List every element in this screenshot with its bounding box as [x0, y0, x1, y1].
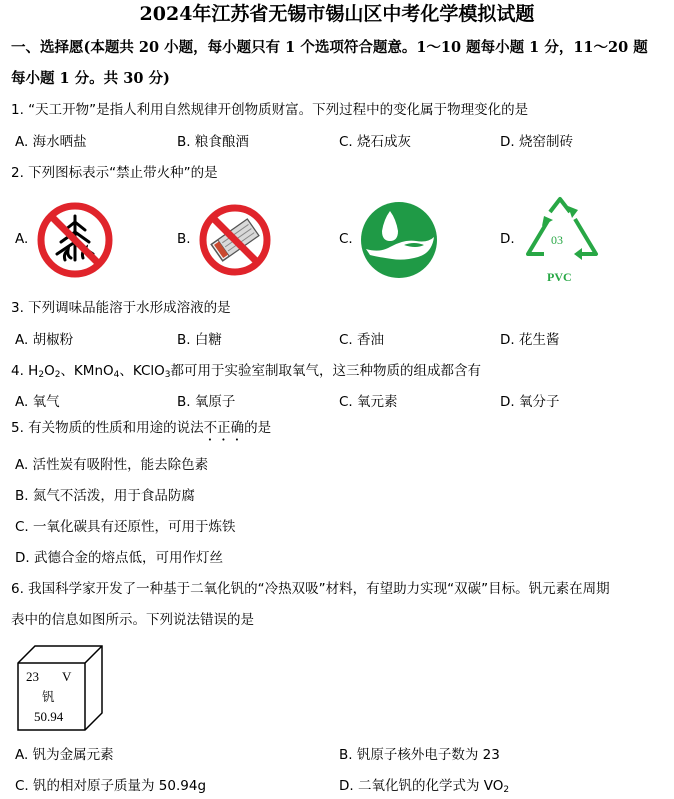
q3-option-a[interactable]: A. 胡椒粉	[15, 332, 74, 348]
q2-option-c-letter[interactable]: C.	[339, 231, 353, 247]
q2-option-b-letter[interactable]: B.	[177, 231, 191, 247]
q6-option-c[interactable]: C. 钒的相对原子质量为 50.94g	[15, 778, 207, 794]
q2-option-d-letter[interactable]: D.	[500, 231, 515, 247]
question-1-text: 1. “天工开物”是指人利用自然规律开创物质财富。下列过程中的变化属于物理变化的是	[11, 102, 529, 118]
q1-option-a[interactable]: A. 海水晒盐	[15, 134, 87, 150]
q5-option-d[interactable]: D. 武德合金的熔点低，可用作灯丝	[15, 550, 223, 566]
q1-option-c[interactable]: C. 烧石成灰	[339, 134, 412, 150]
element-atomic-number: 23	[26, 669, 39, 684]
q3-option-b[interactable]: B. 白糖	[177, 332, 222, 348]
question-6-line1: 6. 我国科学家开发了一种基于二氧化钒的“冷热双吸”材料，有望助力实现“双碳”目标。钒元素在周期	[11, 581, 610, 597]
q5-option-a[interactable]: A. 活性炭有吸附性，能去除色素	[15, 457, 209, 473]
pvc-recycle-sign-icon[interactable]	[520, 196, 604, 268]
q6-option-d[interactable]: D. 二氧化钒的化学式为 $VO_2$	[339, 778, 510, 795]
page-title: 2024年江苏省无锡市锡山区中考化学模拟试题	[139, 3, 535, 25]
q6-option-a[interactable]: A. 钒为金属元素	[15, 747, 114, 763]
q4-option-b[interactable]: B. 氧原子	[177, 394, 236, 410]
q6-option-b[interactable]: B. 钒原子核外电子数为 23	[339, 747, 500, 763]
section-heading-line1: 一、选择愿(本题共 20 小题，每小题只有 1 个选项符合题意。1～10 题每小题 1 分，11～20 题	[11, 39, 648, 56]
question-5-text: 5. 有关物质的性质和用途的说法不正确的是	[11, 420, 272, 436]
q1-option-d[interactable]: D. 烧窑制砖	[500, 134, 573, 150]
no-matches-sign-icon[interactable]	[197, 202, 273, 278]
question-4-text: 4. $H_2O_2$、KMnO$_4$、KClO$_3$都可用于实验室制取氧气，这三种物质的组成都含有	[11, 363, 482, 380]
question-6-line2: 表中的信息如图所示。下列说法错误的是	[11, 612, 254, 628]
q1-option-b[interactable]: B. 粮食酿酒	[177, 134, 249, 150]
question-3-text: 3. 下列调味品能溶于水形成溶液的是	[11, 300, 231, 316]
q5-option-c[interactable]: C. 一氧化碳具有还原性，可用于炼铁	[15, 519, 236, 535]
element-name: 钒	[42, 689, 55, 704]
section-heading-line2: 每小题 1 分。共 30 分)	[11, 70, 170, 87]
q4-option-d[interactable]: D. 氧分子	[500, 394, 560, 410]
element-atomic-mass: 50.94	[34, 709, 64, 724]
q5-option-b[interactable]: B. 氮气不活泼，用于食品防腐	[15, 488, 195, 504]
element-symbol: V	[62, 669, 72, 684]
no-fire-forest-sign-icon[interactable]	[35, 200, 115, 280]
recycle-number: 03	[551, 233, 563, 247]
water-saving-sign-icon[interactable]	[360, 201, 438, 279]
q3-option-d[interactable]: D. 花生酱	[500, 332, 560, 348]
q2-option-a-letter[interactable]: A.	[15, 231, 29, 247]
recycle-label: PVC	[547, 270, 572, 284]
q3-option-c[interactable]: C. 香油	[339, 332, 385, 348]
q4-option-c[interactable]: C. 氧元素	[339, 394, 398, 410]
question-2-text: 2. 下列图标表示“禁止带火种”的是	[11, 165, 218, 181]
q4-option-a[interactable]: A. 氧气	[15, 394, 60, 410]
